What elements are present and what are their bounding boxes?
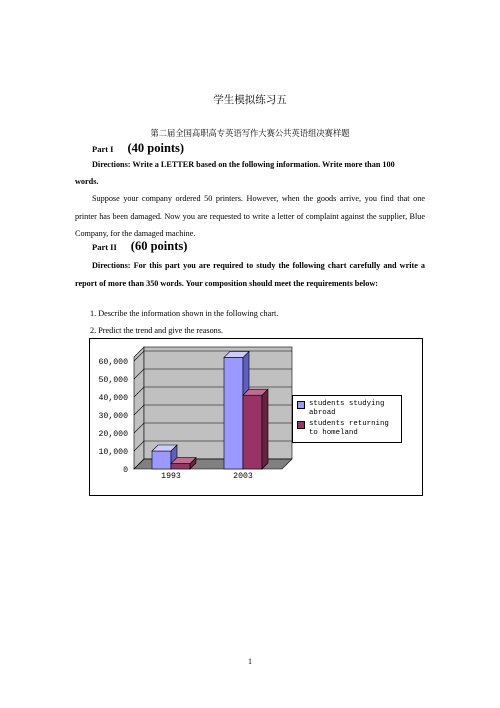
bar xyxy=(171,464,190,469)
legend-swatch-studying-abroad xyxy=(297,401,305,409)
part1-label: Part I xyxy=(92,144,114,154)
legend-entry-returning-homeland xyxy=(297,420,389,437)
y-tick-label: 0 xyxy=(123,466,128,475)
y-tick-label: 50,000 xyxy=(98,376,128,385)
page-number: 1 xyxy=(248,657,252,666)
part2-item-2: 2. Predict the trend and give the reasons. xyxy=(90,326,224,335)
part1-body: Suppose your company ordered 50 printers. However, when the goods arrive, you find that one printer has been damaged. Now you are requested to write a letter of complaint against the supplier, Blue Company, for the damaged machine. xyxy=(75,194,425,238)
part2-directions: Directions: For this part you are required to study the following chart carefully and write a report of more than 350 words. Your composition should meet the requirements below: xyxy=(75,261,425,288)
chart-frame xyxy=(89,338,423,496)
y-tick-label: 10,000 xyxy=(98,448,128,457)
y-tick-label: 40,000 xyxy=(98,394,128,403)
part1-directions-line2: words. xyxy=(75,177,99,186)
legend-label-studying-abroad-line2: abroad xyxy=(309,408,336,417)
part1-directions-line1: Directions: Write a LETTER based on the following information. Write more than 100 xyxy=(92,160,395,169)
legend-label-returning-homeland-line2: to homeland xyxy=(309,428,358,437)
x-tick-label: 1993 xyxy=(161,472,181,481)
bar xyxy=(152,451,171,469)
chart-side-wall xyxy=(134,347,144,469)
y-tick-label: 20,000 xyxy=(98,430,128,439)
part2-heading xyxy=(92,239,187,254)
part1-heading xyxy=(92,141,184,156)
document-title: 学生模拟练习五 xyxy=(213,94,287,106)
bar xyxy=(224,357,243,469)
legend-entry-studying-abroad xyxy=(297,400,384,417)
y-tick-label: 60,000 xyxy=(98,358,128,367)
part2-points: (60 points) xyxy=(130,239,188,253)
chart-legend xyxy=(292,395,402,443)
x-tick-label: 2003 xyxy=(233,472,253,481)
bar-side xyxy=(262,389,268,469)
chart-back-wall xyxy=(144,347,292,459)
legend-label-returning-homeland-line1: students returning xyxy=(309,420,389,428)
legend-swatch-returning-homeland xyxy=(297,421,305,429)
y-tick-label: 30,000 xyxy=(98,412,128,421)
part2-label: Part II xyxy=(92,242,117,252)
bar xyxy=(243,395,262,469)
part1-points: (40 points) xyxy=(127,141,185,155)
part2-item-1: 1. Describe the information shown in the following chart. xyxy=(90,309,279,318)
legend-label-studying-abroad-line1: students studying xyxy=(309,400,385,408)
document-subtitle: 第二届全国高职高专英语写作大赛公共英语组决赛样题 xyxy=(150,128,350,138)
